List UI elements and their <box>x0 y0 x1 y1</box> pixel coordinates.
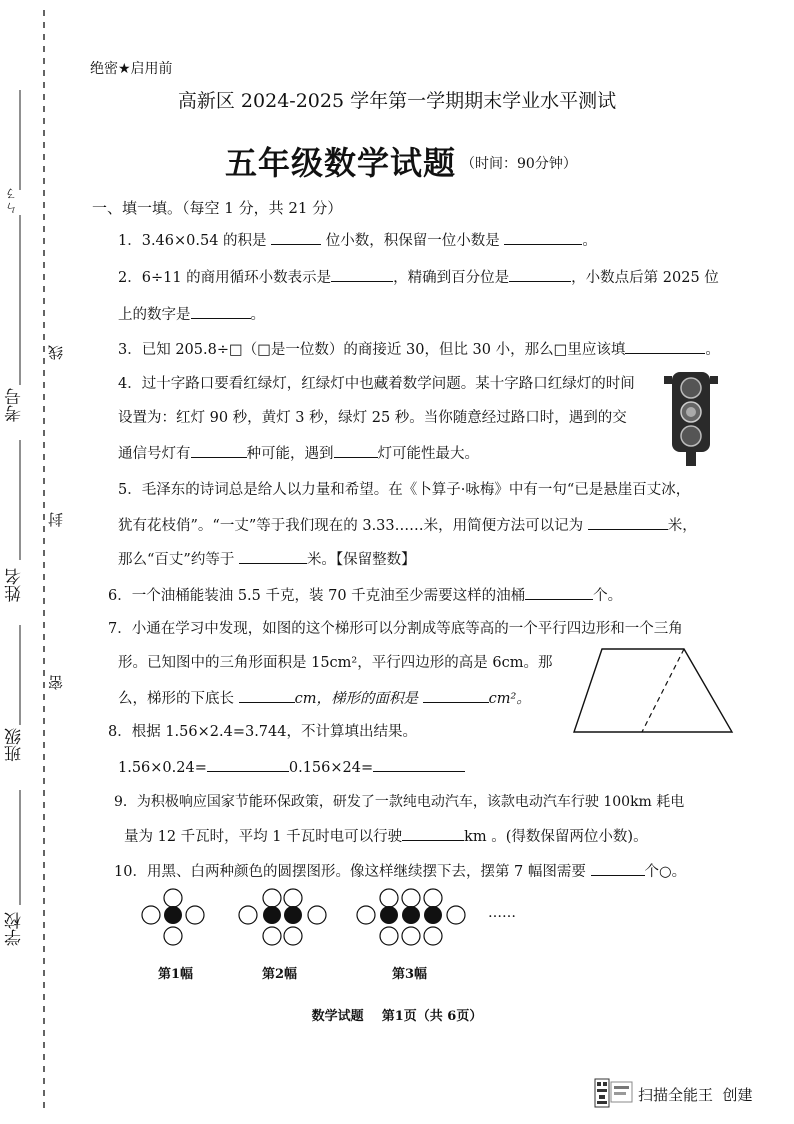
question-7-line1: 7．小通在学习中发现，如图的这个梯形可以分割成等底等高的一个平行四边形和一个三角 <box>108 621 683 637</box>
question-2: 2．6÷11 的商用循环小数表示是 ，精确到百分位是 ，小数点后第 2025 位 <box>118 267 719 288</box>
question-4-line2: 设置为：红灯 90 秒，黄灯 3 秒，绿灯 25 秒。当你随意经过路口时，遇到的交 <box>118 410 627 426</box>
answer-blank[interactable] <box>271 230 321 245</box>
question-4-line3: 通信号灯有 种可能，遇到 灯可能性最大。 <box>118 443 479 464</box>
question-5-line1: 5．毛泽东的诗词总是给人以力量和希望。在《卜算子·咏梅》中有一句“已是悬崖百丈冰， <box>118 482 691 498</box>
pattern-label-2: 第2幅 <box>262 967 298 982</box>
watermark-text: 扫描全能王 创建 <box>638 1086 753 1104</box>
binding-dashed-line <box>30 0 60 1124</box>
answer-blank[interactable] <box>334 443 378 458</box>
question-2-line2: 上的数字是 。 <box>118 304 265 325</box>
answer-blank[interactable] <box>504 230 582 245</box>
answer-blank[interactable] <box>239 688 295 703</box>
school-label: 学校 <box>5 912 25 946</box>
answer-blank[interactable] <box>423 688 489 703</box>
exam-number-label: 考号 <box>5 388 25 422</box>
question-5-line3: 那么“百丈”约等于 米。【保留整数】 <box>118 549 416 570</box>
question-8-line2: 1.56×0.24= 0.156×24= <box>118 757 465 778</box>
page-footer: 数学试题 第1页（共 6页） <box>311 1009 483 1024</box>
pattern-1 <box>142 889 204 945</box>
traffic-light-icon <box>662 370 720 468</box>
question-4-line1: 4．过十字路口要看红绿灯，红绿灯中也藏着数学问题。某十字路口红绿灯的时间 <box>118 376 635 392</box>
seal-line-char: 线 <box>47 345 65 360</box>
question-1: 1．3.46×0.54 的积是 位小数，积保留一位小数是 。 <box>118 230 597 251</box>
scanner-logo-icon <box>594 1078 634 1110</box>
answer-blank[interactable] <box>191 304 251 319</box>
answer-blank[interactable] <box>525 585 593 600</box>
seal-seal-char: 封 <box>47 512 65 527</box>
question-10: 10．用黑、白两种颜色的圆摆图形。像这样继续摆下去，摆第 7 幅图需要 个○。 <box>114 861 686 882</box>
paper-title: 五年级数学试题 <box>225 144 457 182</box>
class-label: 班级 <box>5 728 25 762</box>
answer-blank[interactable] <box>509 267 571 282</box>
answer-blank[interactable] <box>588 515 668 530</box>
seal-secret-char: 密 <box>47 675 65 690</box>
section-title: 一、填一填。（每空 1 分，共 21 分） <box>92 199 343 217</box>
answer-blank[interactable] <box>207 757 289 772</box>
exam-title: 高新区 2024-2025 学年第一学期期末学业水平测试 <box>177 90 617 112</box>
pattern-3 <box>357 889 465 945</box>
answer-blank[interactable] <box>402 826 464 841</box>
answer-blank[interactable] <box>331 267 393 282</box>
answer-blank[interactable] <box>373 757 465 772</box>
time-note: （时间：90分钟） <box>461 156 577 172</box>
answer-blank[interactable] <box>625 339 705 354</box>
question-7-line2: 形。已知图中的三角形面积是 15cm²，平行四边形的高是 6cm。那 <box>118 655 553 671</box>
pattern-label-3: 第3幅 <box>392 967 428 982</box>
trapezoid-figure <box>570 644 736 736</box>
question-9-line1: 9．为积极响应国家节能环保政策，研发了一款纯电动汽车，该款电动汽车行驶 100km 耗电 <box>114 794 685 810</box>
binding-mark: ㄣㄋ <box>4 188 20 216</box>
question-9-line2: 量为 12 千瓦时，平均 1 千瓦时电可以行驶 km 。(得数保留两位小数)。 <box>124 826 648 847</box>
name-label: 姓名 <box>5 568 25 602</box>
answer-blank[interactable] <box>591 861 645 876</box>
pattern-label-1: 第1幅 <box>158 967 194 982</box>
pattern-ellipsis: …… <box>488 905 516 921</box>
question-3: 3．已知 205.8÷□（□是一位数）的商接近 30，但比 30 小，那么□里应该填 。 <box>118 339 720 360</box>
binding-solid-line <box>10 0 30 1124</box>
confidential-label: 绝密★启用前 <box>90 61 173 77</box>
question-5-line2: 犹有花枝俏”。“一丈”等于我们现在的 3.33……米，用简便方法可以记为 米， <box>118 515 697 536</box>
answer-blank[interactable] <box>239 549 307 564</box>
circle-pattern-figure <box>130 888 510 954</box>
pattern-2 <box>239 889 326 945</box>
question-8-line1: 8．根据 1.56×2.4=3.744，不计算填出结果。 <box>108 724 417 740</box>
question-6: 6．一个油桶能装油 5.5 千克，装 70 千克油至少需要这样的油桶 个。 <box>108 585 622 606</box>
answer-blank[interactable] <box>191 443 247 458</box>
question-7-line3: 么，梯形的下底长 cm，梯形的面积是 cm²。 <box>118 688 531 709</box>
